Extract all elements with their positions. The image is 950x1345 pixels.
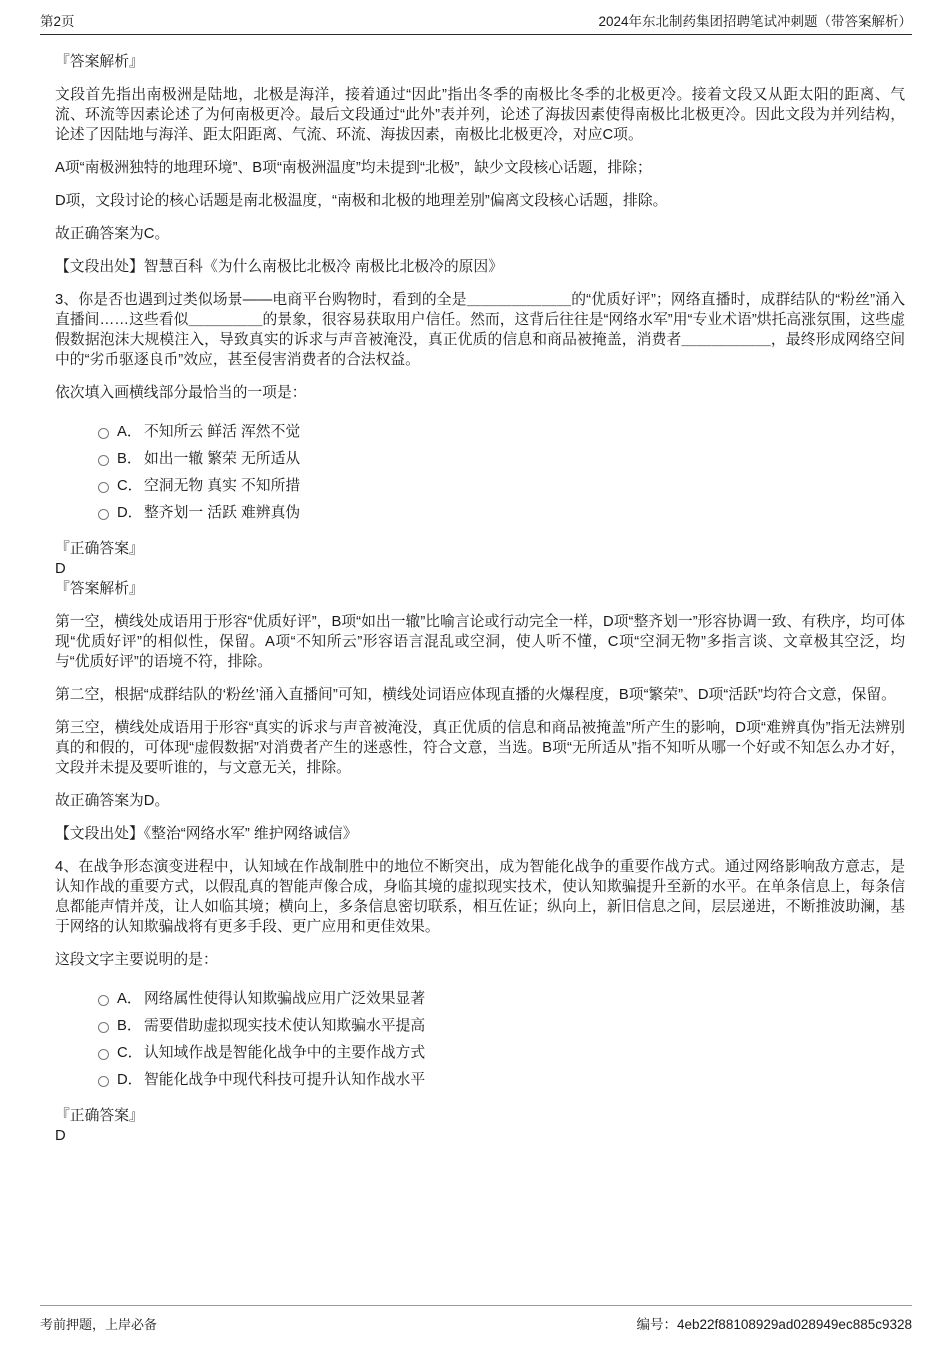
options-list (55, 418, 905, 526)
answer-label: 『正确答案』 (55, 541, 144, 557)
analysis-label: 『答案解析』 (55, 54, 144, 70)
option-row[interactable] (98, 472, 905, 499)
option-row[interactable] (98, 1066, 905, 1093)
option-row[interactable] (98, 985, 905, 1012)
answer-value: D (55, 1128, 66, 1144)
verdict-line: 故正确答案为C。 (55, 226, 170, 242)
footer-code-value: 4eb22f88108929ad028949ec885c9328 (677, 1317, 912, 1332)
page-footer (40, 1305, 912, 1333)
radio-icon[interactable] (98, 428, 109, 439)
footer-code (637, 1313, 912, 1333)
option-text: 不知所云 鲜活 浑然不觉 (144, 423, 301, 440)
option-text: 认知域作战是智能化战争中的主要作战方式 (144, 1044, 426, 1061)
option-letter: D． (117, 504, 143, 521)
page-number: 第2页 (40, 14, 75, 29)
radio-icon[interactable] (98, 482, 109, 493)
answer-block (55, 1106, 905, 1146)
question-prompt: 依次填入画横线部分最恰当的一项是： (55, 385, 307, 401)
analysis-paragraph: 文段首先指出南极洲是陆地，北极是海洋，接着通过“因此”指出冬季的南极比冬季的北极更冷。接着文段又从距太阳的距离、气流、环流等因素论述了为何南极更冷。最后文段通过“此外”表并列，论述了海拔因素使得南极比北极更冷。因此文段为并列结构，论述了因陆地与海洋、距太阳距离、气流、环流、海拔因素，南极比北极更冷，对应C项。 (55, 87, 905, 143)
answer-label: 『正确答案』 (55, 1108, 144, 1124)
option-text: 整齐划一 活跃 难辨真伪 (144, 504, 301, 521)
analysis-paragraph: 第一空，横线处成语用于形容“优质好评”，B项“如出一辙”比喻言论或行动完全一样，D项“整齐划一”形容协调一致、有秩序，均可体现“优质好评”的相似性，保留。A项“不知所云”形容语言混乱或空洞，使人听不懂，C项“空洞无物”多指言谈、文章极其空泛，均与“优质好评”的语境不符，排除。 (55, 614, 905, 670)
verdict-line: 故正确答案为D。 (55, 793, 170, 809)
page-content (55, 33, 905, 1146)
analysis-paragraph: A项“南极洲独特的地理环境”、B项“南极洲温度”均未提到“北极”，缺少文段核心话题，排除； (55, 160, 652, 176)
answer-value: D (55, 561, 66, 577)
option-row[interactable] (98, 1039, 905, 1066)
option-row[interactable] (98, 418, 905, 445)
option-letter: B． (117, 1017, 142, 1034)
radio-icon[interactable] (98, 1076, 109, 1087)
option-letter: D． (117, 1071, 143, 1088)
footer-slogan: 考前押题，上岸必备 (40, 1317, 158, 1332)
analysis-paragraph: D项，文段讨论的核心话题是南北极温度，“南极和北极的地理差别”偏离文段核心话题，排除。 (55, 193, 668, 209)
option-row[interactable] (98, 1012, 905, 1039)
answer-block (55, 539, 905, 599)
analysis-paragraph: 第三空，横线处成语用于形容“真实的诉求与声音被淹没，真正优质的信息和商品被掩盖”所产生的影响，D项“难辨真伪”指无法辨别真的和假的，可体现“虚假数据”对消费者产生的迷惑性，符合文意，当选。B项“无所适从”指不知听从哪一个好或不知怎么办才好，文段并未提及要听谁的，与文意无关，排除。 (55, 720, 905, 776)
analysis-paragraph: 第二空，根据“成群结队的‘粉丝’涌入直播间”可知，横线处词语应体现直播的火爆程度，B项“繁荣”、D项“活跃”均符合文意，保留。 (55, 687, 896, 703)
footer-code-label: 编号： (636, 1317, 678, 1332)
doc-title: 2024年东北制药集团招聘笔试冲刺题（带答案解析） (598, 14, 912, 29)
question-stem: 3、你是否也遇到过类似场景——电商平台购物时，看到的全是＿＿＿＿＿＿＿的“优质好评”；网络直播时，成群结队的“粉丝”涌入直播间……这些看似＿＿＿＿＿的景象，很容易获取用户信任。然而，这背后往往是“网络水军”用“专业术语”烘托高涨氛围，这些虚假数据泡沫大规模注入，导致真实的诉求与声音被淹没，真正优质的信息和商品被掩盖，消费者＿＿＿＿＿＿，最终形成网络空间中的“劣币驱逐良币”效应，甚至侵害消费者的合法权益。 (55, 292, 905, 368)
option-letter: A． (117, 990, 142, 1007)
source-line: 【文段出处】智慧百科《为什么南极比北极冷 南极比北极冷的原因》 (55, 259, 504, 275)
question-stem: 4、在战争形态演变进程中，认知域在作战制胜中的地位不断突出，成为智能化战争的重要作战方式。通过网络影响敌方意志，是认知作战的重要方式，以假乱真的智能声像合成，身临其境的虚拟现实技术，使认知欺骗提升至新的水平。在单条信息上，每条信息都能声情并茂，让人如临其境；横向上，多条信息密切联系，相互佐证；纵向上，新旧信息之间，层层递进，不断推波助澜，基于网络的认知欺骗战将有更多手段、更广应用和更佳效果。 (55, 859, 905, 935)
option-letter: C． (117, 477, 143, 494)
radio-icon[interactable] (98, 995, 109, 1006)
option-text: 智能化战争中现代科技可提升认知作战水平 (144, 1071, 426, 1088)
option-row[interactable] (98, 445, 905, 472)
options-list (55, 985, 905, 1093)
radio-icon[interactable] (98, 455, 109, 466)
analysis-label: 『答案解析』 (55, 581, 144, 597)
option-letter: B． (117, 450, 142, 467)
option-text: 网络属性使得认知欺骗战应用广泛效果显著 (144, 990, 426, 1007)
radio-icon[interactable] (98, 1049, 109, 1060)
radio-icon[interactable] (98, 1022, 109, 1033)
option-letter: A． (117, 423, 142, 440)
option-row[interactable] (98, 499, 905, 526)
radio-icon[interactable] (98, 509, 109, 520)
option-letter: C． (117, 1044, 143, 1061)
page-header (40, 10, 912, 35)
option-text: 空洞无物 真实 不知所措 (144, 477, 301, 494)
question-prompt: 这段文字主要说明的是： (55, 952, 218, 968)
option-text: 如出一辙 繁荣 无所适从 (144, 450, 301, 467)
source-line: 【文段出处】《整治“网络水军” 维护网络诚信》 (55, 826, 358, 842)
option-text: 需要借助虚拟现实技术使认知欺骗水平提高 (144, 1017, 426, 1034)
